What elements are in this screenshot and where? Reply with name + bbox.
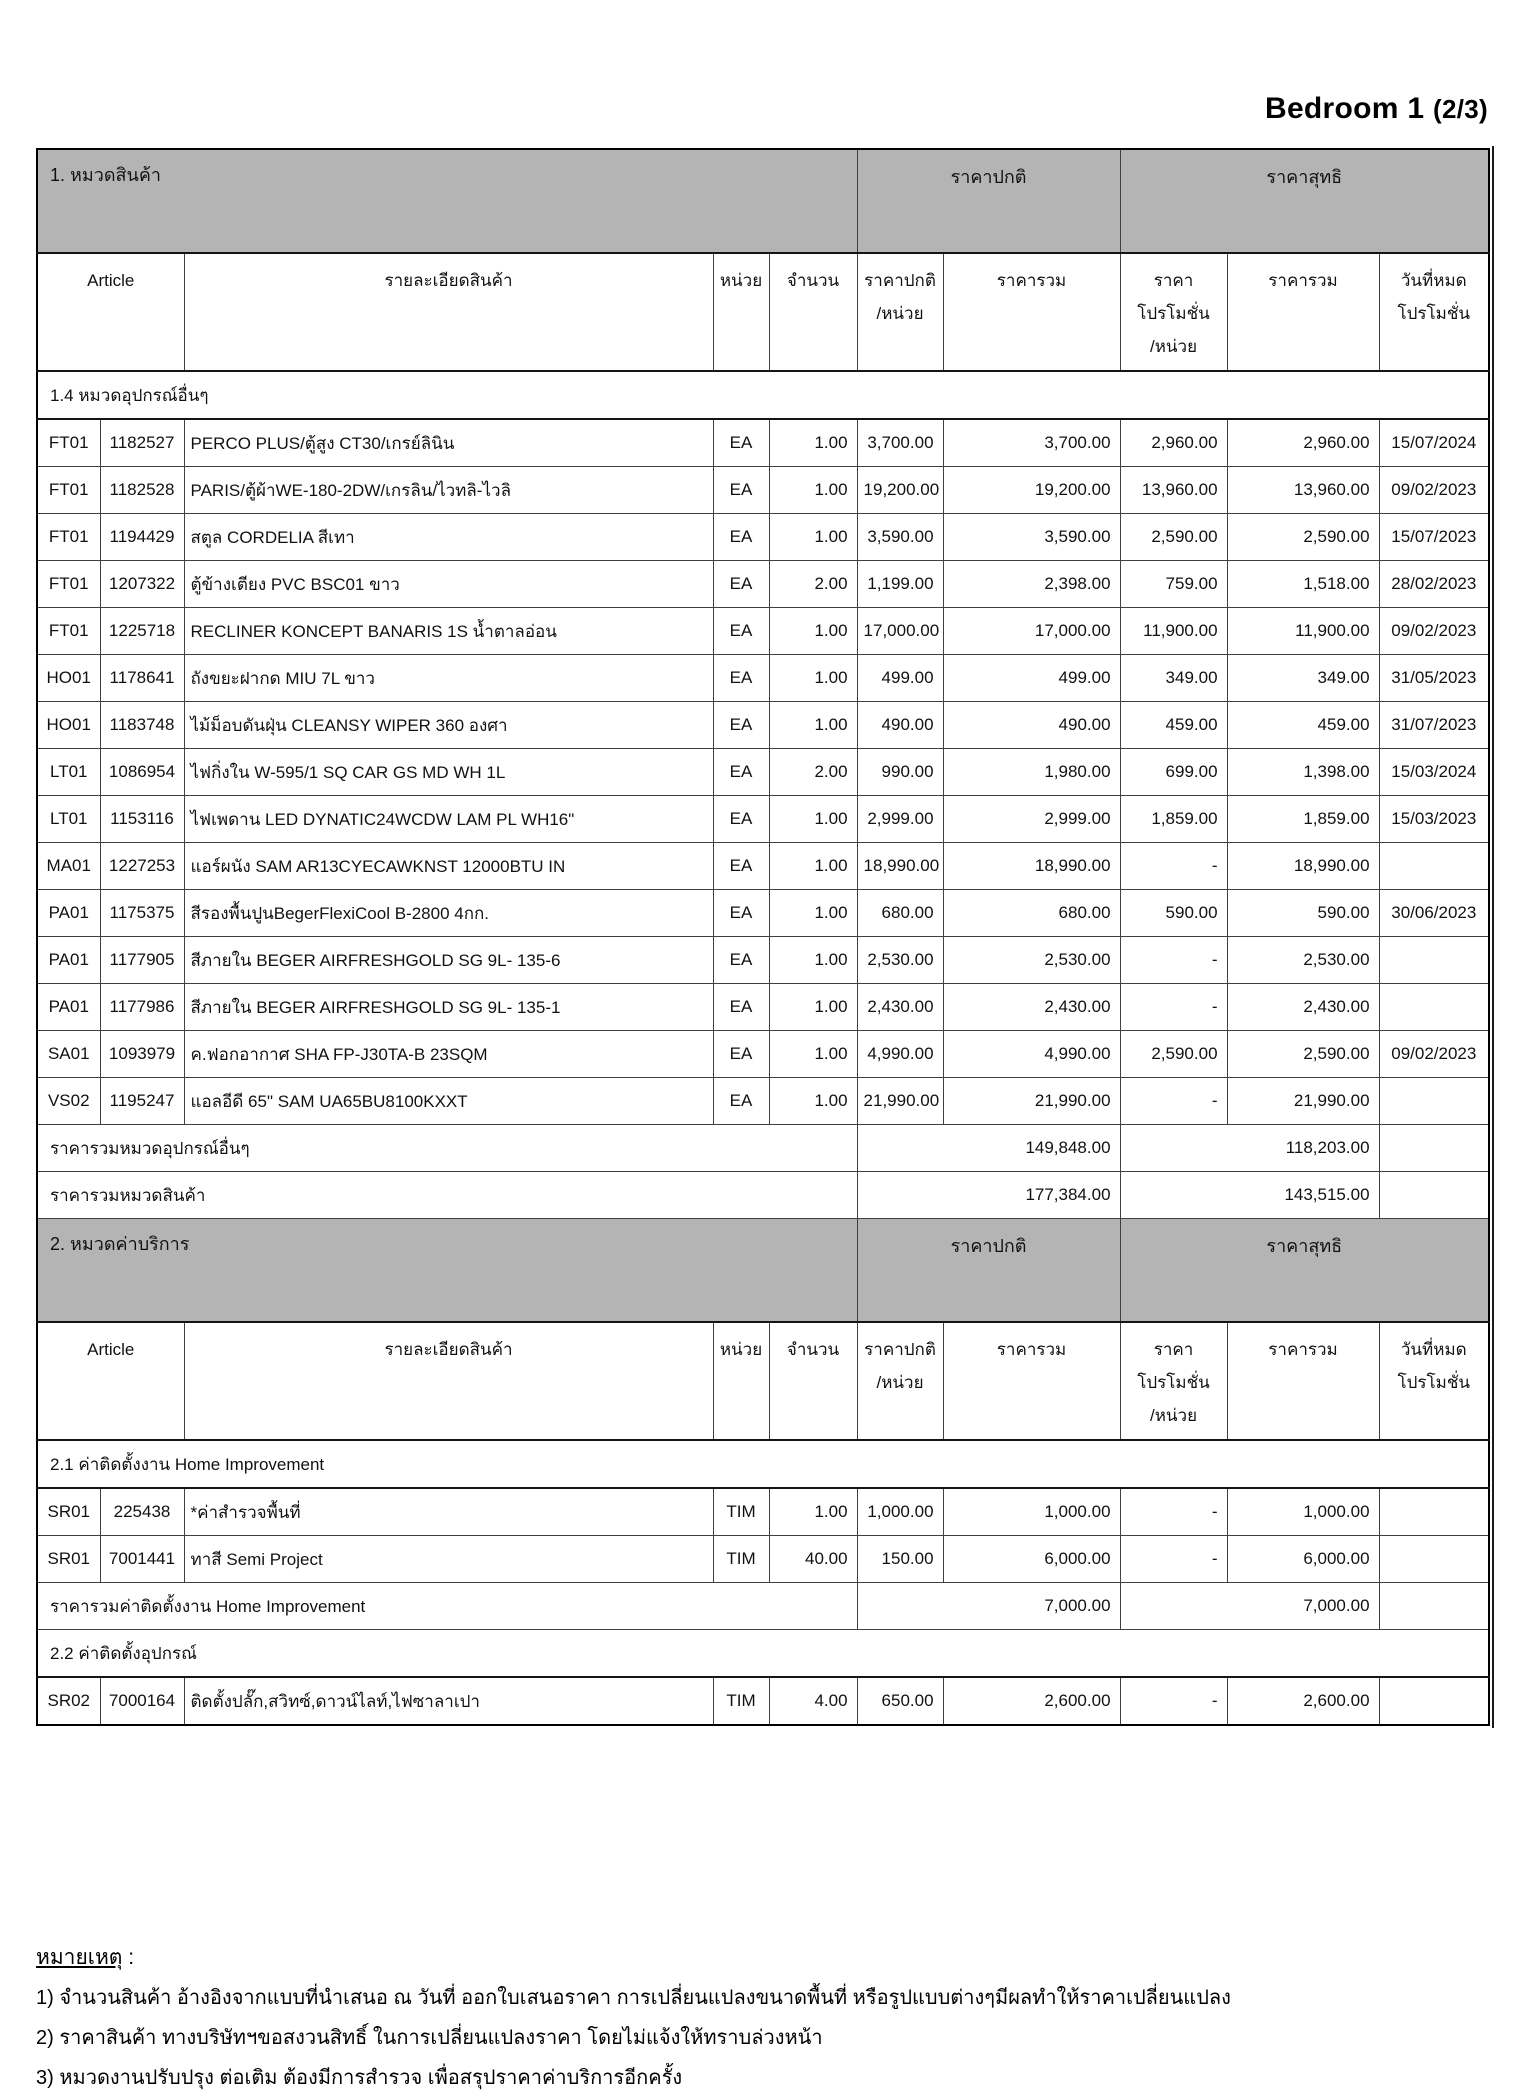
- footer-notes: [36, 1938, 1536, 2098]
- unit-cell: TIM: [713, 1536, 769, 1583]
- header2-end-date-l2: โปรโมชั่น: [1397, 1373, 1471, 1392]
- section1-normal-price-group: ราคาปกติ: [857, 149, 1120, 253]
- article-number-cell: 1093979: [100, 1031, 184, 1078]
- table-row: [37, 1078, 1489, 1125]
- unit-price-cell: 1,000.00: [857, 1488, 943, 1536]
- table-row: [37, 843, 1489, 890]
- header-end-date-l1: วันที่หมด: [1400, 271, 1467, 290]
- total-products-net: 143,515.00: [1120, 1172, 1379, 1219]
- promo-end-date-cell: 09/02/2023: [1379, 608, 1489, 655]
- total-price-cell: 6,000.00: [943, 1536, 1120, 1583]
- subsection-1-4-row: [37, 371, 1489, 419]
- promo-end-date-cell: [1379, 843, 1489, 890]
- description-cell: แอร์ผนัง SAM AR13CYECAWKNST 12000BTU IN: [184, 843, 713, 890]
- article-code-cell: FT01: [37, 608, 100, 655]
- unit-price-cell: 3,700.00: [857, 419, 943, 467]
- subtotal-equipment-normal: 149,848.00: [857, 1125, 1120, 1172]
- total-price-cell: 1,000.00: [943, 1488, 1120, 1536]
- article-code-cell: SR02: [37, 1677, 100, 1725]
- unit-cell: EA: [713, 467, 769, 514]
- promo-end-date-cell: 31/05/2023: [1379, 655, 1489, 702]
- promo-end-date-cell: [1379, 1677, 1489, 1725]
- promo-unit-price-cell: 1,859.00: [1120, 796, 1227, 843]
- promo-unit-price-cell: 459.00: [1120, 702, 1227, 749]
- unit-price-cell: 499.00: [857, 655, 943, 702]
- subtotal-equipment-date-blank: [1379, 1125, 1489, 1172]
- unit-cell: TIM: [713, 1488, 769, 1536]
- unit-price-cell: 2,530.00: [857, 937, 943, 984]
- unit-price-cell: 2,430.00: [857, 984, 943, 1031]
- header2-unit-price-l1: ราคาปกติ: [864, 1340, 936, 1359]
- total-products-date-blank: [1379, 1172, 1489, 1219]
- article-code-cell: LT01: [37, 796, 100, 843]
- table-row: [37, 655, 1489, 702]
- qty-cell: 1.00: [769, 655, 857, 702]
- description-cell: ไฟกิ่งใน W-595/1 SQ CAR GS MD WH 1L: [184, 749, 713, 796]
- promo-total-cell: 13,960.00: [1227, 467, 1379, 514]
- promo-unit-price-cell: 2,590.00: [1120, 514, 1227, 561]
- service-rows-2-1: [37, 1488, 1489, 1583]
- article-code-cell: HO01: [37, 702, 100, 749]
- page-indicator: (2/3): [1433, 94, 1488, 124]
- promo-unit-price-cell: 11,900.00: [1120, 608, 1227, 655]
- header-unit: หน่วย: [713, 253, 769, 371]
- total-price-cell: 2,530.00: [943, 937, 1120, 984]
- header2-promo-l2: โปรโมชั่น: [1137, 1373, 1210, 1392]
- promo-unit-price-cell: 759.00: [1120, 561, 1227, 608]
- header-unit-price-l1: ราคาปกติ: [864, 271, 936, 290]
- total-price-cell: 2,999.00: [943, 796, 1120, 843]
- description-cell: PARIS/ตู้ผ้าWE-180-2DW/เกรลิน/ไวทลิ-ไวลิ: [184, 467, 713, 514]
- quotation-table: [36, 148, 1490, 1726]
- promo-unit-price-cell: 2,960.00: [1120, 419, 1227, 467]
- header-article: Article: [37, 253, 184, 371]
- unit-price-cell: 2,999.00: [857, 796, 943, 843]
- promo-end-date-cell: 09/02/2023: [1379, 467, 1489, 514]
- header-promo-l3: /หน่วย: [1150, 337, 1198, 356]
- total-price-cell: 18,990.00: [943, 843, 1120, 890]
- promo-unit-price-cell: -: [1120, 984, 1227, 1031]
- promo-total-cell: 2,960.00: [1227, 419, 1379, 467]
- promo-unit-price-cell: -: [1120, 1078, 1227, 1125]
- header2-promo-l3: /หน่วย: [1150, 1406, 1198, 1425]
- description-cell: สีภายใน BEGER AIRFRESHGOLD SG 9L- 135-6: [184, 937, 713, 984]
- table-row: [37, 1536, 1489, 1583]
- promo-total-cell: 18,990.00: [1227, 843, 1379, 890]
- article-code-cell: FT01: [37, 419, 100, 467]
- article-number-cell: 1182527: [100, 419, 184, 467]
- section2-band: [37, 1219, 1489, 1323]
- article-number-cell: 1182528: [100, 467, 184, 514]
- section1-header-row: [37, 253, 1489, 371]
- header-promo-l2: โปรโมชั่น: [1137, 304, 1210, 323]
- header2-description: รายละเอียดสินค้า: [184, 1322, 713, 1440]
- table-row: [37, 749, 1489, 796]
- header2-end-date: [1379, 1322, 1489, 1440]
- header2-promo-total: ราคารวม: [1227, 1322, 1379, 1440]
- description-cell: PERCO PLUS/ตู้สูง CT30/เกรย์ลินิน: [184, 419, 713, 467]
- article-code-cell: SR01: [37, 1536, 100, 1583]
- promo-end-date-cell: 15/07/2023: [1379, 514, 1489, 561]
- promo-end-date-cell: 09/02/2023: [1379, 1031, 1489, 1078]
- unit-price-cell: 650.00: [857, 1677, 943, 1725]
- subtotal-equipment-row: [37, 1125, 1489, 1172]
- promo-end-date-cell: 31/07/2023: [1379, 702, 1489, 749]
- total-price-cell: 499.00: [943, 655, 1120, 702]
- qty-cell: 1.00: [769, 1031, 857, 1078]
- header2-unit-price: [857, 1322, 943, 1440]
- qty-cell: 1.00: [769, 608, 857, 655]
- header-qty: จำนวน: [769, 253, 857, 371]
- article-number-cell: 1183748: [100, 702, 184, 749]
- header2-total: ราคารวม: [943, 1322, 1120, 1440]
- promo-unit-price-cell: -: [1120, 843, 1227, 890]
- unit-price-cell: 990.00: [857, 749, 943, 796]
- unit-cell: EA: [713, 890, 769, 937]
- header2-article: Article: [37, 1322, 184, 1440]
- total-price-cell: 19,200.00: [943, 467, 1120, 514]
- subtotal-home-improvement-row: [37, 1583, 1489, 1630]
- header2-promo-l1: ราคา: [1153, 1340, 1194, 1359]
- table-row: [37, 1677, 1489, 1725]
- header2-unit-price-l2: /หน่วย: [876, 1373, 924, 1392]
- promo-unit-price-cell: 699.00: [1120, 749, 1227, 796]
- promo-total-cell: 590.00: [1227, 890, 1379, 937]
- promo-total-cell: 1,859.00: [1227, 796, 1379, 843]
- promo-end-date-cell: 28/02/2023: [1379, 561, 1489, 608]
- subtotal-home-improvement-normal: 7,000.00: [857, 1583, 1120, 1630]
- total-price-cell: 2,430.00: [943, 984, 1120, 1031]
- quotation-table-wrapper: [36, 148, 1488, 1726]
- total-price-cell: 1,980.00: [943, 749, 1120, 796]
- total-price-cell: 3,700.00: [943, 419, 1120, 467]
- total-products-label: ราคารวมหมวดสินค้า: [37, 1172, 857, 1219]
- promo-end-date-cell: [1379, 937, 1489, 984]
- promo-total-cell: 459.00: [1227, 702, 1379, 749]
- total-price-cell: 2,600.00: [943, 1677, 1120, 1725]
- notes-heading: [36, 1938, 1536, 1978]
- header-promo-price: [1120, 253, 1227, 371]
- promo-total-cell: 2,430.00: [1227, 984, 1379, 1031]
- description-cell: ติดตั้งปลั๊ก,สวิทซ์,ดาวน์ไลท์,ไฟซาลาเปา: [184, 1677, 713, 1725]
- table-row: [37, 702, 1489, 749]
- description-cell: ตู้ข้างเตียง PVC BSC01 ขาว: [184, 561, 713, 608]
- header-end-date-l2: โปรโมชั่น: [1397, 304, 1471, 323]
- article-number-cell: 1195247: [100, 1078, 184, 1125]
- unit-price-cell: 4,990.00: [857, 1031, 943, 1078]
- promo-total-cell: 2,600.00: [1227, 1677, 1379, 1725]
- subsection-2-2-row: [37, 1630, 1489, 1678]
- article-number-cell: 1175375: [100, 890, 184, 937]
- description-cell: สีภายใน BEGER AIRFRESHGOLD SG 9L- 135-1: [184, 984, 713, 1031]
- promo-unit-price-cell: -: [1120, 1488, 1227, 1536]
- subsection-2-1-row: [37, 1440, 1489, 1488]
- subtotal-equipment-net: 118,203.00: [1120, 1125, 1379, 1172]
- subtotal-home-improvement-date-blank: [1379, 1583, 1489, 1630]
- section1-band: [37, 149, 1489, 253]
- unit-cell: EA: [713, 608, 769, 655]
- table-row: [37, 419, 1489, 467]
- description-cell: แอลอีดี 65" SAM UA65BU8100KXXT: [184, 1078, 713, 1125]
- header2-qty: จำนวน: [769, 1322, 857, 1440]
- description-cell: *ค่าสำรวจพื้นที่: [184, 1488, 713, 1536]
- unit-cell: EA: [713, 749, 769, 796]
- total-products-row: [37, 1172, 1489, 1219]
- unit-cell: EA: [713, 984, 769, 1031]
- article-code-cell: PA01: [37, 937, 100, 984]
- promo-end-date-cell: [1379, 984, 1489, 1031]
- promo-total-cell: 21,990.00: [1227, 1078, 1379, 1125]
- product-rows: [37, 419, 1489, 1125]
- total-price-cell: 2,398.00: [943, 561, 1120, 608]
- total-price-cell: 680.00: [943, 890, 1120, 937]
- subsection-2-1-title: 2.1 ค่าติดตั้งงาน Home Improvement: [37, 1440, 1489, 1488]
- promo-end-date-cell: [1379, 1078, 1489, 1125]
- table-row: [37, 514, 1489, 561]
- qty-cell: 2.00: [769, 561, 857, 608]
- qty-cell: 2.00: [769, 749, 857, 796]
- header2-unit: หน่วย: [713, 1322, 769, 1440]
- subtotal-home-improvement-net: 7,000.00: [1120, 1583, 1379, 1630]
- table-row: [37, 467, 1489, 514]
- promo-unit-price-cell: -: [1120, 937, 1227, 984]
- total-price-cell: 21,990.00: [943, 1078, 1120, 1125]
- qty-cell: 1.00: [769, 890, 857, 937]
- page-title: [36, 92, 1488, 126]
- unit-price-cell: 18,990.00: [857, 843, 943, 890]
- promo-total-cell: 349.00: [1227, 655, 1379, 702]
- promo-end-date-cell: 30/06/2023: [1379, 890, 1489, 937]
- article-code-cell: VS02: [37, 1078, 100, 1125]
- promo-end-date-cell: [1379, 1536, 1489, 1583]
- description-cell: สตูล CORDELIA สีเทา: [184, 514, 713, 561]
- article-code-cell: SA01: [37, 1031, 100, 1078]
- unit-cell: EA: [713, 843, 769, 890]
- article-number-cell: 1177986: [100, 984, 184, 1031]
- note-3: 3) หมวดงานปรับปรุง ต่อเติม ต้องมีการสำรวจ เพื่อสรุปราคาค่าบริการอีกครั้ง: [36, 2067, 683, 2089]
- unit-cell: EA: [713, 937, 769, 984]
- qty-cell: 1.00: [769, 937, 857, 984]
- header2-end-date-l1: วันที่หมด: [1400, 1340, 1467, 1359]
- description-cell: สีรองพื้นปูนBegerFlexiCool B-2800 4กก.: [184, 890, 713, 937]
- table-row: [37, 937, 1489, 984]
- unit-cell: EA: [713, 1078, 769, 1125]
- section1-title: 1. หมวดสินค้า: [37, 149, 857, 253]
- subsection-2-2-title: 2.2 ค่าติดตั้งอุปกรณ์: [37, 1630, 1489, 1678]
- unit-cell: EA: [713, 419, 769, 467]
- article-number-cell: 1086954: [100, 749, 184, 796]
- promo-unit-price-cell: -: [1120, 1536, 1227, 1583]
- article-code-cell: HO01: [37, 655, 100, 702]
- subtotal-equipment-label: ราคารวมหมวดอุปกรณ์อื่นๆ: [37, 1125, 857, 1172]
- article-number-cell: 1153116: [100, 796, 184, 843]
- unit-cell: EA: [713, 702, 769, 749]
- total-price-cell: 3,590.00: [943, 514, 1120, 561]
- promo-end-date-cell: 15/03/2023: [1379, 796, 1489, 843]
- room-title: Bedroom 1: [1264, 92, 1425, 125]
- section2-net-price-group: ราคาสุทธิ: [1120, 1219, 1489, 1323]
- promo-total-cell: 11,900.00: [1227, 608, 1379, 655]
- total-products-normal: 177,384.00: [857, 1172, 1120, 1219]
- total-price-cell: 490.00: [943, 702, 1120, 749]
- qty-cell: 1.00: [769, 1078, 857, 1125]
- service-rows-2-2: [37, 1677, 1489, 1725]
- promo-end-date-cell: 15/03/2024: [1379, 749, 1489, 796]
- unit-cell: EA: [713, 514, 769, 561]
- note-2: 2) ราคาสินค้า ทางบริษัทฯขอสงวนสิทธิ์ ในการเปลี่ยนแปลงราคา โดยไม่แจ้งให้ทราบล่วงหน้า: [36, 2027, 823, 2049]
- unit-cell: EA: [713, 1031, 769, 1078]
- promo-unit-price-cell: -: [1120, 1677, 1227, 1725]
- section2-normal-price-group: ราคาปกติ: [857, 1219, 1120, 1323]
- qty-cell: 1.00: [769, 419, 857, 467]
- qty-cell: 40.00: [769, 1536, 857, 1583]
- promo-total-cell: 1,518.00: [1227, 561, 1379, 608]
- unit-cell: EA: [713, 796, 769, 843]
- qty-cell: 1.00: [769, 514, 857, 561]
- article-number-cell: 1227253: [100, 843, 184, 890]
- unit-price-cell: 1,199.00: [857, 561, 943, 608]
- description-cell: ไฟเพดาน LED DYNATIC24WCDW LAM PL WH16": [184, 796, 713, 843]
- promo-end-date-cell: [1379, 1488, 1489, 1536]
- promo-total-cell: 2,590.00: [1227, 1031, 1379, 1078]
- subtotal-home-improvement-label: ราคารวมค่าติดตั้งงาน Home Improvement: [37, 1583, 857, 1630]
- header-end-date: [1379, 253, 1489, 371]
- article-number-cell: 1225718: [100, 608, 184, 655]
- notes-colon: :: [122, 1946, 135, 1969]
- header-promo-total: ราคารวม: [1227, 253, 1379, 371]
- unit-price-cell: 19,200.00: [857, 467, 943, 514]
- article-code-cell: PA01: [37, 984, 100, 1031]
- qty-cell: 1.00: [769, 984, 857, 1031]
- header-unit-price: [857, 253, 943, 371]
- article-code-cell: FT01: [37, 467, 100, 514]
- table-row: [37, 561, 1489, 608]
- header-total: ราคารวม: [943, 253, 1120, 371]
- description-cell: RECLINER KONCEPT BANARIS 1S น้ำตาลอ่อน: [184, 608, 713, 655]
- table-row: [37, 608, 1489, 655]
- qty-cell: 1.00: [769, 467, 857, 514]
- subsection-1-4-title: 1.4 หมวดอุปกรณ์อื่นๆ: [37, 371, 1489, 419]
- article-code-cell: LT01: [37, 749, 100, 796]
- description-cell: ถังขยะฝากด MIU 7L ขาว: [184, 655, 713, 702]
- qty-cell: 1.00: [769, 796, 857, 843]
- unit-cell: EA: [713, 561, 769, 608]
- article-number-cell: 1177905: [100, 937, 184, 984]
- description-cell: ทาสี Semi Project: [184, 1536, 713, 1583]
- description-cell: ไม้ม็อบดันฝุ่น CLEANSY WIPER 360 องศา: [184, 702, 713, 749]
- article-code-cell: PA01: [37, 890, 100, 937]
- unit-price-cell: 680.00: [857, 890, 943, 937]
- table-row: [37, 1031, 1489, 1078]
- promo-end-date-cell: 15/07/2024: [1379, 419, 1489, 467]
- header-description: รายละเอียดสินค้า: [184, 253, 713, 371]
- unit-price-cell: 490.00: [857, 702, 943, 749]
- table-row: [37, 796, 1489, 843]
- qty-cell: 1.00: [769, 1488, 857, 1536]
- article-number-cell: 1178641: [100, 655, 184, 702]
- article-number-cell: 1207322: [100, 561, 184, 608]
- description-cell: ค.ฟอกอากาศ SHA FP-J30TA-B 23SQM: [184, 1031, 713, 1078]
- header-promo-l1: ราคา: [1153, 271, 1194, 290]
- section1-net-price-group: ราคาสุทธิ: [1120, 149, 1489, 253]
- article-number-cell: 7001441: [100, 1536, 184, 1583]
- table-row: [37, 890, 1489, 937]
- article-code-cell: SR01: [37, 1488, 100, 1536]
- promo-total-cell: 1,000.00: [1227, 1488, 1379, 1536]
- unit-price-cell: 21,990.00: [857, 1078, 943, 1125]
- header2-promo-price: [1120, 1322, 1227, 1440]
- qty-cell: 4.00: [769, 1677, 857, 1725]
- article-number-cell: 225438: [100, 1488, 184, 1536]
- qty-cell: 1.00: [769, 843, 857, 890]
- promo-total-cell: 2,530.00: [1227, 937, 1379, 984]
- section2-header-row: [37, 1322, 1489, 1440]
- unit-cell: EA: [713, 655, 769, 702]
- article-code-cell: FT01: [37, 561, 100, 608]
- table-row: [37, 1488, 1489, 1536]
- note-1: 1) จำนวนสินค้า อ้างอิงจากแบบที่นำเสนอ ณ วันที่ ออกใบเสนอราคา การเปลี่ยนแปลงขนาดพื้นที่ หรือรูปแบบต่างๆมีผลทำให้ราคาเปลี่ยนแปลง: [36, 1987, 1231, 2009]
- qty-cell: 1.00: [769, 702, 857, 749]
- unit-price-cell: 150.00: [857, 1536, 943, 1583]
- total-price-cell: 4,990.00: [943, 1031, 1120, 1078]
- notes-label: หมายเหตุ: [36, 1946, 123, 1969]
- header-unit-price-l2: /หน่วย: [876, 304, 924, 323]
- article-code-cell: FT01: [37, 514, 100, 561]
- promo-unit-price-cell: 349.00: [1120, 655, 1227, 702]
- article-code-cell: MA01: [37, 843, 100, 890]
- unit-price-cell: 17,000.00: [857, 608, 943, 655]
- total-price-cell: 17,000.00: [943, 608, 1120, 655]
- article-number-cell: 1194429: [100, 514, 184, 561]
- table-row: [37, 984, 1489, 1031]
- promo-unit-price-cell: 13,960.00: [1120, 467, 1227, 514]
- unit-cell: TIM: [713, 1677, 769, 1725]
- promo-unit-price-cell: 2,590.00: [1120, 1031, 1227, 1078]
- promo-total-cell: 6,000.00: [1227, 1536, 1379, 1583]
- promo-total-cell: 2,590.00: [1227, 514, 1379, 561]
- promo-total-cell: 1,398.00: [1227, 749, 1379, 796]
- section2-title: 2. หมวดค่าบริการ: [37, 1219, 857, 1323]
- article-number-cell: 7000164: [100, 1677, 184, 1725]
- unit-price-cell: 3,590.00: [857, 514, 943, 561]
- promo-unit-price-cell: 590.00: [1120, 890, 1227, 937]
